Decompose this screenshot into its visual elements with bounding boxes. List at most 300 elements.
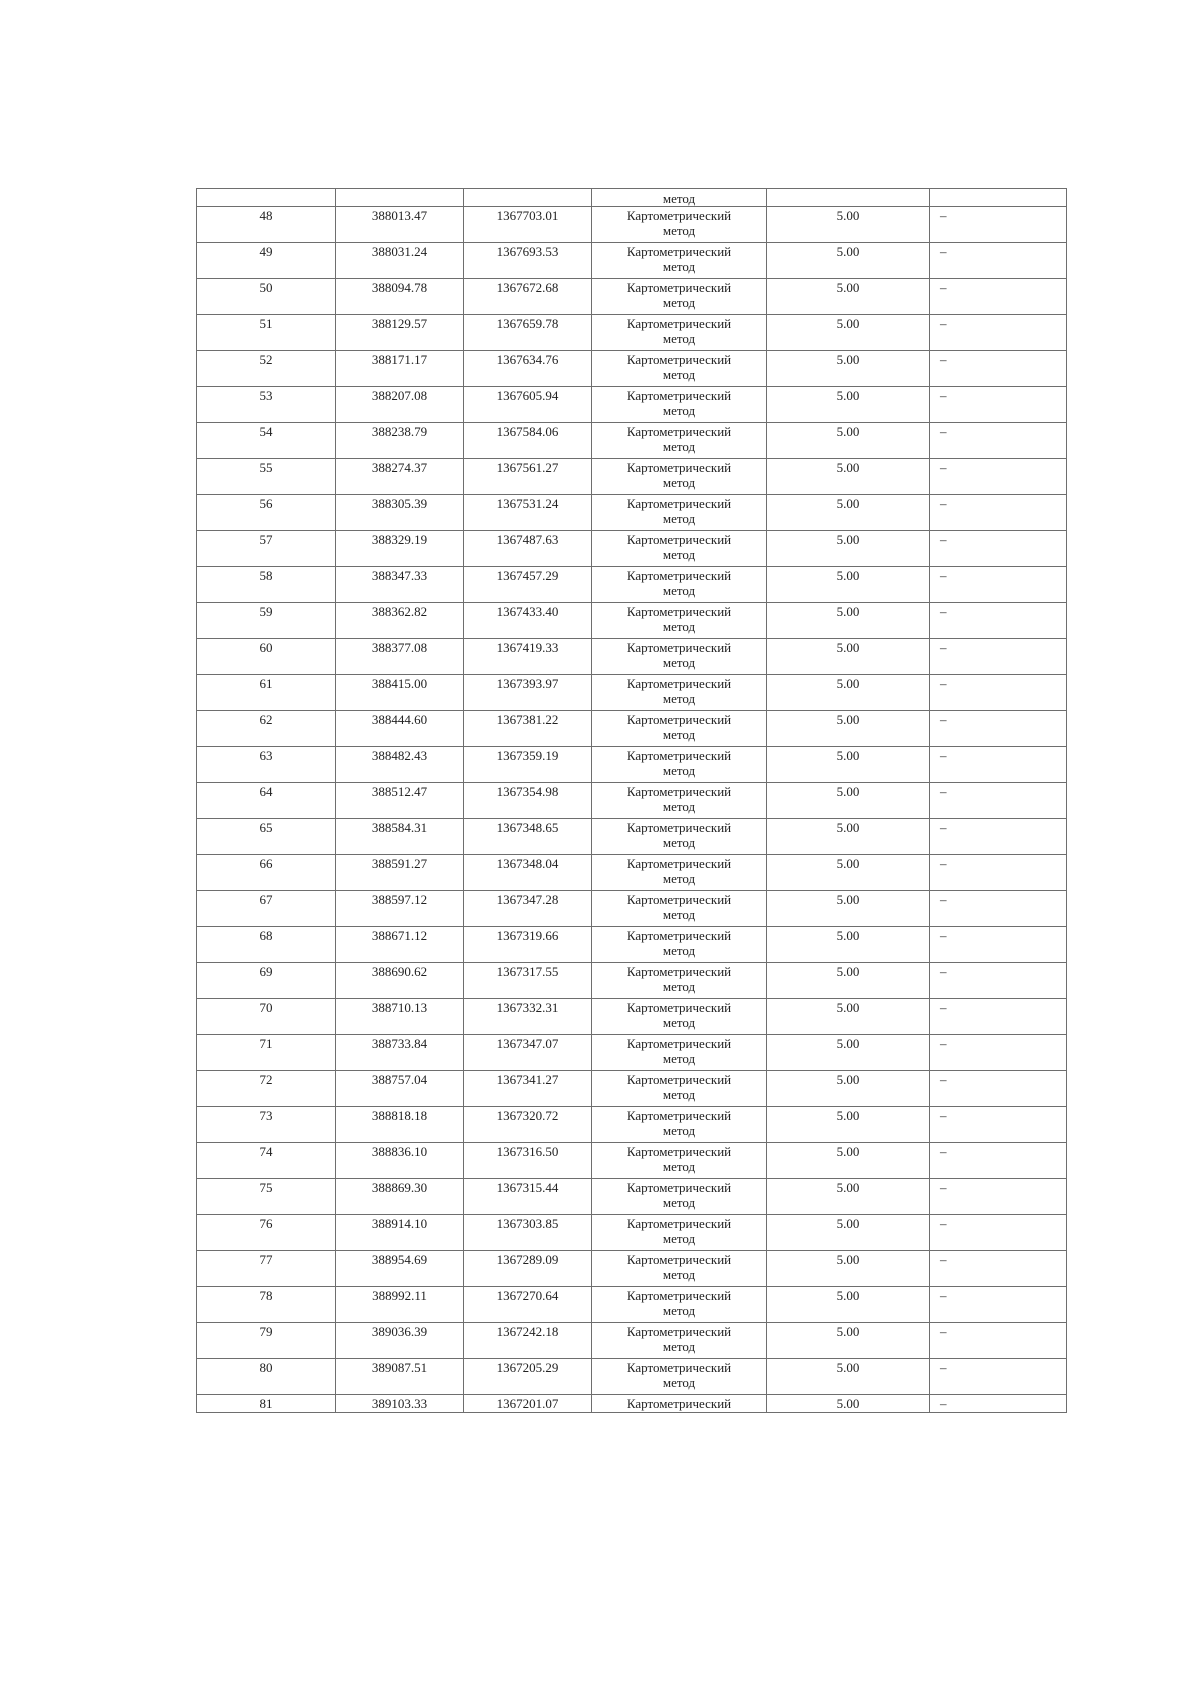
cell-method xyxy=(592,1035,767,1071)
cell-x: 388013.47 xyxy=(336,207,464,243)
cell-note: – xyxy=(930,207,1067,243)
method-line-2: метод xyxy=(662,943,696,958)
cell-note: – xyxy=(930,855,1067,891)
cell-y: 1367270.64 xyxy=(464,1287,592,1323)
cell-x: 388914.10 xyxy=(336,1215,464,1251)
cell-y: 1367315.44 xyxy=(464,1179,592,1215)
method-line-2: метод xyxy=(662,403,696,418)
method-line-2: метод xyxy=(662,691,696,706)
cell-y: 1367354.98 xyxy=(464,783,592,819)
cell-y: 1367347.28 xyxy=(464,891,592,927)
cell-y: 1367659.78 xyxy=(464,315,592,351)
cell-precision: 5.00 xyxy=(767,1035,930,1071)
cell-number: 49 xyxy=(197,243,336,279)
method-line-1: Картометрический xyxy=(626,1252,732,1267)
method-line-1: Картометрический xyxy=(626,316,732,331)
cell-precision: 5.00 xyxy=(767,1143,930,1179)
table-row xyxy=(197,351,1067,387)
cell-note: – xyxy=(930,747,1067,783)
method-line-2: метод xyxy=(662,1339,696,1354)
cell-x: 388733.84 xyxy=(336,1035,464,1071)
cell-note: – xyxy=(930,387,1067,423)
cell-precision: 5.00 xyxy=(767,927,930,963)
cell-method xyxy=(592,1251,767,1287)
cell-number: 71 xyxy=(197,1035,336,1071)
method-line-1: Картометрический xyxy=(626,244,732,259)
cell-method xyxy=(592,567,767,603)
cell-x: 388512.47 xyxy=(336,783,464,819)
cell-x: 388836.10 xyxy=(336,1143,464,1179)
cell-y: 1367584.06 xyxy=(464,423,592,459)
cell-number: 54 xyxy=(197,423,336,459)
cell-precision: 5.00 xyxy=(767,783,930,819)
method-line-1: Картометрический xyxy=(626,568,732,583)
cell-precision: 5.00 xyxy=(767,1395,930,1413)
method-line-2: метод xyxy=(662,511,696,526)
method-line-2: метод xyxy=(662,1123,696,1138)
cell-y: 1367348.04 xyxy=(464,855,592,891)
cell-precision: 5.00 xyxy=(767,639,930,675)
cell-number: 60 xyxy=(197,639,336,675)
cell-note xyxy=(930,189,1067,207)
cell-note: – xyxy=(930,1179,1067,1215)
cell-x xyxy=(336,189,464,207)
cell-x: 388305.39 xyxy=(336,495,464,531)
cell-precision: 5.00 xyxy=(767,243,930,279)
cell-number: 48 xyxy=(197,207,336,243)
cell-x: 388992.11 xyxy=(336,1287,464,1323)
cell-y: 1367634.76 xyxy=(464,351,592,387)
cell-note: – xyxy=(930,1251,1067,1287)
cell-method: метод xyxy=(592,189,767,207)
method-line-1: Картометрический xyxy=(626,820,732,835)
cell-note: – xyxy=(930,567,1067,603)
method-line-1: Картометрический xyxy=(626,856,732,871)
table-row xyxy=(197,819,1067,855)
cell-note: – xyxy=(930,963,1067,999)
cell-precision: 5.00 xyxy=(767,351,930,387)
table-row xyxy=(197,207,1067,243)
cell-number: 52 xyxy=(197,351,336,387)
method-line-1: Картометрический xyxy=(626,640,732,655)
cell-precision: 5.00 xyxy=(767,567,930,603)
cell-precision: 5.00 xyxy=(767,747,930,783)
cell-number: 61 xyxy=(197,675,336,711)
cell-method xyxy=(592,1179,767,1215)
cell-number: 65 xyxy=(197,819,336,855)
cell-method xyxy=(592,927,767,963)
method-line-1: Картометрический xyxy=(626,388,732,403)
cell-y: 1367419.33 xyxy=(464,639,592,675)
method-line-1: Картометрический xyxy=(626,532,732,547)
method-line-1: Картометрический xyxy=(626,460,732,475)
method-line-1: Картометрический xyxy=(626,892,732,907)
cell-x: 388415.00 xyxy=(336,675,464,711)
cell-y: 1367303.85 xyxy=(464,1215,592,1251)
cell-method xyxy=(592,1107,767,1143)
cell-precision: 5.00 xyxy=(767,423,930,459)
cell-precision: 5.00 xyxy=(767,1215,930,1251)
cell-y: 1367457.29 xyxy=(464,567,592,603)
cell-x: 389036.39 xyxy=(336,1323,464,1359)
table-row xyxy=(197,927,1067,963)
table-row xyxy=(197,855,1067,891)
cell-note: – xyxy=(930,1215,1067,1251)
cell-method xyxy=(592,963,767,999)
cell-method xyxy=(592,279,767,315)
cell-note: – xyxy=(930,1323,1067,1359)
cell-precision: 5.00 xyxy=(767,531,930,567)
table-row xyxy=(197,531,1067,567)
method-line-1: Картометрический xyxy=(626,1036,732,1051)
cell-x: 388031.24 xyxy=(336,243,464,279)
cell-x: 388869.30 xyxy=(336,1179,464,1215)
cell-number: 68 xyxy=(197,927,336,963)
table-row xyxy=(197,1359,1067,1395)
method-line-2: метод xyxy=(662,1195,696,1210)
cell-method xyxy=(592,999,767,1035)
cell-precision: 5.00 xyxy=(767,1323,930,1359)
cell-note: – xyxy=(930,351,1067,387)
cell-x: 388207.08 xyxy=(336,387,464,423)
cell-number: 53 xyxy=(197,387,336,423)
method-line-2: метод xyxy=(662,1015,696,1030)
method-line-2: метод xyxy=(662,1159,696,1174)
method-line-1: Картометрический xyxy=(626,604,732,619)
method-line-2: метод xyxy=(662,259,696,274)
cell-y: 1367672.68 xyxy=(464,279,592,315)
table-row xyxy=(197,603,1067,639)
cell-y: 1367605.94 xyxy=(464,387,592,423)
cell-x: 389087.51 xyxy=(336,1359,464,1395)
cell-method xyxy=(592,531,767,567)
cell-y: 1367317.55 xyxy=(464,963,592,999)
cell-number xyxy=(197,189,336,207)
method-line-1: Картометрический xyxy=(626,1396,732,1411)
cell-note: – xyxy=(930,819,1067,855)
table-row xyxy=(197,1215,1067,1251)
method-line-2: метод xyxy=(662,367,696,382)
method-line-2: метод xyxy=(662,979,696,994)
method-line-2: метод xyxy=(662,619,696,634)
cell-method xyxy=(592,1143,767,1179)
cell-method xyxy=(592,1215,767,1251)
method-line-1: Картометрический xyxy=(626,1216,732,1231)
method-line-2: метод xyxy=(662,547,696,562)
cell-x: 388094.78 xyxy=(336,279,464,315)
cell-method xyxy=(592,207,767,243)
cell-method xyxy=(592,1323,767,1359)
cell-method xyxy=(592,387,767,423)
method-line-1: Картометрический xyxy=(626,1324,732,1339)
method-line-2: метод xyxy=(662,871,696,886)
cell-y: 1367487.63 xyxy=(464,531,592,567)
table-row xyxy=(197,1035,1067,1071)
cell-note: – xyxy=(930,1359,1067,1395)
cell-y: 1367347.07 xyxy=(464,1035,592,1071)
cell-precision: 5.00 xyxy=(767,675,930,711)
cell-note: – xyxy=(930,459,1067,495)
cell-x: 388274.37 xyxy=(336,459,464,495)
table-row xyxy=(197,1251,1067,1287)
cell-number: 58 xyxy=(197,567,336,603)
cell-y: 1367242.18 xyxy=(464,1323,592,1359)
method-line-2: метод xyxy=(662,583,696,598)
cell-note: – xyxy=(930,783,1067,819)
cell-number: 78 xyxy=(197,1287,336,1323)
cell-method xyxy=(592,1395,767,1413)
cell-precision: 5.00 xyxy=(767,1179,930,1215)
method-line-1: Картометрический xyxy=(626,352,732,367)
method-line-1: Картометрический xyxy=(626,1360,732,1375)
cell-x: 388584.31 xyxy=(336,819,464,855)
cell-method xyxy=(592,1071,767,1107)
method-line-2: метод xyxy=(662,763,696,778)
cell-note: – xyxy=(930,279,1067,315)
cell-y: 1367205.29 xyxy=(464,1359,592,1395)
cell-y: 1367531.24 xyxy=(464,495,592,531)
cell-note: – xyxy=(930,315,1067,351)
cell-method xyxy=(592,819,767,855)
cell-method xyxy=(592,459,767,495)
method-line-2: метод xyxy=(662,475,696,490)
method-line-1: Картометрический xyxy=(626,1144,732,1159)
cell-number: 51 xyxy=(197,315,336,351)
cell-note: – xyxy=(930,1287,1067,1323)
method-line-2: метод xyxy=(662,223,696,238)
method-line-2: метод xyxy=(662,727,696,742)
method-line-2: метод xyxy=(662,1303,696,1318)
cell-method xyxy=(592,243,767,279)
table-row xyxy=(197,1107,1067,1143)
cell-method xyxy=(592,747,767,783)
cell-y: 1367703.01 xyxy=(464,207,592,243)
cell-note: – xyxy=(930,891,1067,927)
cell-x: 388444.60 xyxy=(336,711,464,747)
cell-x: 388129.57 xyxy=(336,315,464,351)
method-line-1: Картометрический xyxy=(626,1288,732,1303)
cell-x: 388954.69 xyxy=(336,1251,464,1287)
cell-note: – xyxy=(930,243,1067,279)
method-line-2: метод xyxy=(662,1051,696,1066)
cell-method xyxy=(592,315,767,351)
method-line-2: метод xyxy=(662,295,696,310)
cell-y: 1367332.31 xyxy=(464,999,592,1035)
cell-x: 388347.33 xyxy=(336,567,464,603)
cell-number: 50 xyxy=(197,279,336,315)
table-row xyxy=(197,315,1067,351)
method-line-2: метод xyxy=(662,655,696,670)
cell-y: 1367320.72 xyxy=(464,1107,592,1143)
method-line-2: метод xyxy=(662,331,696,346)
cell-y: 1367433.40 xyxy=(464,603,592,639)
cell-number: 63 xyxy=(197,747,336,783)
table-row xyxy=(197,567,1067,603)
cell-method xyxy=(592,855,767,891)
cell-number: 57 xyxy=(197,531,336,567)
cell-precision: 5.00 xyxy=(767,963,930,999)
table-row xyxy=(197,495,1067,531)
table-row xyxy=(197,639,1067,675)
cell-number: 62 xyxy=(197,711,336,747)
cell-method xyxy=(592,495,767,531)
cell-precision: 5.00 xyxy=(767,207,930,243)
cell-precision: 5.00 xyxy=(767,1359,930,1395)
method-line-1: Картометрический xyxy=(626,280,732,295)
cell-note: – xyxy=(930,603,1067,639)
table-row xyxy=(197,675,1067,711)
method-line-1: Картометрический xyxy=(626,1000,732,1015)
cell-y: 1367289.09 xyxy=(464,1251,592,1287)
table-row xyxy=(197,711,1067,747)
cell-y: 1367316.50 xyxy=(464,1143,592,1179)
table-row-last xyxy=(197,1395,1067,1413)
cell-method xyxy=(592,351,767,387)
method-line-1: Картометрический xyxy=(626,928,732,943)
cell-note: – xyxy=(930,423,1067,459)
cell-precision: 5.00 xyxy=(767,315,930,351)
cell-precision: 5.00 xyxy=(767,279,930,315)
cell-x: 389103.33 xyxy=(336,1395,464,1413)
method-line-2: метод xyxy=(662,907,696,922)
cell-note: – xyxy=(930,495,1067,531)
table-row xyxy=(197,1323,1067,1359)
cell-method xyxy=(592,1359,767,1395)
cell-number: 55 xyxy=(197,459,336,495)
cell-number: 59 xyxy=(197,603,336,639)
cell-y: 1367393.97 xyxy=(464,675,592,711)
cell-y: 1367319.66 xyxy=(464,927,592,963)
table-row xyxy=(197,747,1067,783)
method-line-1: Картометрический xyxy=(626,784,732,799)
table-row xyxy=(197,1071,1067,1107)
cell-number: 75 xyxy=(197,1179,336,1215)
table-row xyxy=(197,279,1067,315)
cell-precision: 5.00 xyxy=(767,1107,930,1143)
method-line-2: метод xyxy=(662,1087,696,1102)
cell-y: 1367693.53 xyxy=(464,243,592,279)
method-line-1: Картометрический xyxy=(626,1072,732,1087)
table-row xyxy=(197,243,1067,279)
cell-y: 1367348.65 xyxy=(464,819,592,855)
table-row xyxy=(197,783,1067,819)
cell-note: – xyxy=(930,1035,1067,1071)
cell-y: 1367341.27 xyxy=(464,1071,592,1107)
cell-note: – xyxy=(930,639,1067,675)
table-row xyxy=(197,1143,1067,1179)
cell-precision: 5.00 xyxy=(767,1287,930,1323)
cell-note: – xyxy=(930,1107,1067,1143)
method-line-2: метод xyxy=(662,1375,696,1390)
table-row xyxy=(197,459,1067,495)
method-line-1: Картометрический xyxy=(626,1108,732,1123)
cell-precision: 5.00 xyxy=(767,999,930,1035)
cell-y: 1367381.22 xyxy=(464,711,592,747)
cell-number: 76 xyxy=(197,1215,336,1251)
method-line-2: метод xyxy=(662,835,696,850)
cell-precision: 5.00 xyxy=(767,891,930,927)
cell-precision: 5.00 xyxy=(767,855,930,891)
coordinates-table-body xyxy=(197,189,1067,1413)
cell-method xyxy=(592,711,767,747)
cell-number: 79 xyxy=(197,1323,336,1359)
cell-note: – xyxy=(930,1071,1067,1107)
method-line-1: Картометрический xyxy=(626,1180,732,1195)
cell-x: 388757.04 xyxy=(336,1071,464,1107)
cell-x: 388597.12 xyxy=(336,891,464,927)
cell-x: 388171.17 xyxy=(336,351,464,387)
cell-x: 388671.12 xyxy=(336,927,464,963)
table-row xyxy=(197,891,1067,927)
cell-x: 388710.13 xyxy=(336,999,464,1035)
cell-number: 77 xyxy=(197,1251,336,1287)
method-line-1: Картометрический xyxy=(626,676,732,691)
cell-precision: 5.00 xyxy=(767,711,930,747)
cell-x: 388818.18 xyxy=(336,1107,464,1143)
method-line-2: метод xyxy=(662,1231,696,1246)
cell-number: 81 xyxy=(197,1395,336,1413)
cell-precision: 5.00 xyxy=(767,819,930,855)
cell-x: 388482.43 xyxy=(336,747,464,783)
cell-x: 388238.79 xyxy=(336,423,464,459)
cell-precision: 5.00 xyxy=(767,459,930,495)
cell-x: 388329.19 xyxy=(336,531,464,567)
cell-note: – xyxy=(930,675,1067,711)
method-line-1: Картометрический xyxy=(626,208,732,223)
cell-number: 56 xyxy=(197,495,336,531)
cell-x: 388690.62 xyxy=(336,963,464,999)
cell-method xyxy=(592,603,767,639)
cell-y: 1367561.27 xyxy=(464,459,592,495)
cell-note: – xyxy=(930,1143,1067,1179)
method-line-1: Картометрический xyxy=(626,496,732,511)
table-row xyxy=(197,1179,1067,1215)
cell-method xyxy=(592,891,767,927)
cell-method xyxy=(592,1287,767,1323)
table-row xyxy=(197,963,1067,999)
cell-note: – xyxy=(930,1395,1067,1413)
cell-number: 66 xyxy=(197,855,336,891)
cell-x: 388362.82 xyxy=(336,603,464,639)
continuation-row xyxy=(197,189,1067,207)
method-line-1: Картометрический xyxy=(626,748,732,763)
cell-precision: 5.00 xyxy=(767,1251,930,1287)
method-line-1: Картометрический xyxy=(626,424,732,439)
table-row xyxy=(197,1287,1067,1323)
cell-method xyxy=(592,675,767,711)
table-row xyxy=(197,387,1067,423)
cell-number: 74 xyxy=(197,1143,336,1179)
cell-number: 69 xyxy=(197,963,336,999)
cell-note: – xyxy=(930,999,1067,1035)
cell-note: – xyxy=(930,531,1067,567)
method-line-1: Картометрический xyxy=(626,964,732,979)
cell-y: 1367359.19 xyxy=(464,747,592,783)
cell-number: 73 xyxy=(197,1107,336,1143)
cell-y: 1367201.07 xyxy=(464,1395,592,1413)
cell-number: 67 xyxy=(197,891,336,927)
cell-y xyxy=(464,189,592,207)
cell-method xyxy=(592,639,767,675)
method-line-2: метод xyxy=(662,439,696,454)
cell-number: 72 xyxy=(197,1071,336,1107)
cell-method xyxy=(592,423,767,459)
cell-x: 388591.27 xyxy=(336,855,464,891)
cell-precision: 5.00 xyxy=(767,1071,930,1107)
method-line-2: метод xyxy=(662,1267,696,1282)
cell-note: – xyxy=(930,711,1067,747)
cell-note: – xyxy=(930,927,1067,963)
